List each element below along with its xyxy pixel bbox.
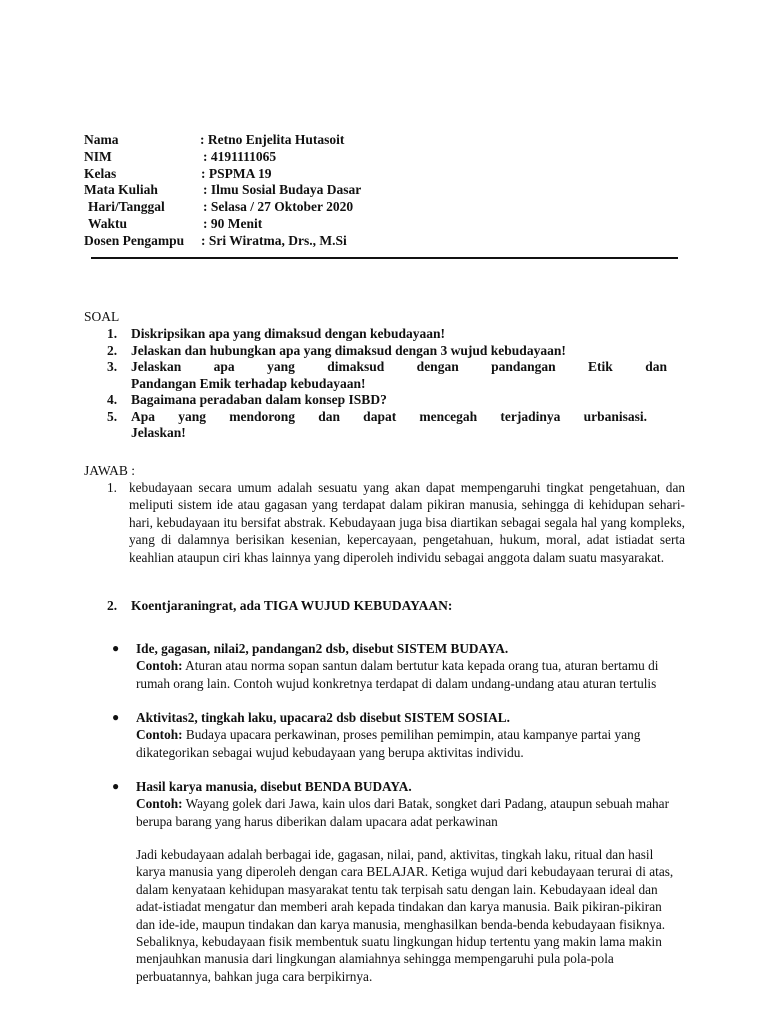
question-text-line: Apa yang mendorong dan dapat mencegah terjadinya urbanisasi.: [131, 408, 647, 424]
info-label: Waktu: [88, 215, 128, 231]
question-list: [107, 326, 667, 442]
answer-2-heading: [107, 598, 452, 614]
question-text-line: Jelaskan apa yang dimaksud dengan pandangan Etik dan: [131, 359, 667, 374]
bullet-icon: ●: [112, 779, 120, 793]
example-label: Contoh:: [136, 727, 183, 743]
summary-paragraph: Jadi kebudayaan adalah berbagai ide, gagasan, nilai, pand, aktivitas, tingkah laku, ritual dan hasil karya manusia yang diperoleh dengan cara BELAJAR. Ketiga wujud dari kebudayaan terurai di atas, dalam kenyataan kehidupan masyarakat tentu tak terpisah satu dengan lain. Kebudayaan ideal dan adat-istiadat mengatur dan memberi arah kepada tindakan dan karya manusia. Baik pikiran-pikiran dan ide-ide, maupun tindakan dan karya manusia, menghasilkan benda-benda kebudayaan fisiknya. Sebaliknya, kebudayaan fisik membentuk suatu lingkungan hidup tertentu yang makin lama makin menjauhkan manusia dari lingkungan alamiahnya sehingga mempengaruhi pula pola-pola perbuatannya, bahkan juga cara berpikirnya.: [136, 847, 674, 984]
info-value: : Selasa / 27 Oktober 2020: [203, 199, 354, 215]
question-text: [131, 409, 667, 442]
bullet-body: [136, 657, 672, 692]
soal-heading: SOAL: [84, 309, 120, 324]
example-label: Contoh:: [136, 796, 183, 812]
info-value: : Sri Wiratma, Drs., M.Si: [201, 232, 347, 248]
question-item: [107, 326, 667, 343]
bullet-body: [136, 795, 672, 830]
question-item: [107, 359, 667, 392]
info-value: : Ilmu Sosial Budaya Dasar: [203, 182, 362, 198]
question-item: [107, 343, 667, 360]
question-item: [107, 392, 667, 409]
info-label: Nama: [84, 132, 119, 147]
question-number: 4.: [107, 392, 118, 407]
info-value: : 4191111065: [203, 148, 277, 164]
question-text: Bagaimana peradaban dalam konsep ISBD?: [131, 392, 387, 407]
example-text: Aturan atau norma sopan santun dalam bertutur kata kepada orang tua, aturan bertamu di rumah orang lain. Contoh wujud konkretnya terdapat di dalam undang-undang atau aturan tertulis: [136, 658, 659, 691]
info-label: Kelas: [84, 165, 117, 181]
divider-line: [91, 257, 678, 259]
question-text: Diskripsikan apa yang dimaksud dengan kebudayaan!: [131, 326, 446, 341]
answer-1: [107, 479, 685, 566]
bullet-heading: Aktivitas2, tingkah laku, upacara2 dsb disebut SISTEM SOSIAL.: [136, 710, 510, 725]
bullet-item: [112, 640, 672, 692]
answer-number: 2.: [107, 598, 118, 613]
example-text: Budaya upacara perkawinan, proses pemilihan pemimpin, atau kampanye partai yang dikategorikan sebagai wujud kebudayaan yang berupa aktivitas individu.: [136, 727, 641, 760]
bullet-item: [112, 778, 672, 830]
question-text-line: Jelaskan!: [131, 425, 186, 440]
info-label: Mata Kuliah: [84, 182, 158, 198]
bullet-item: [112, 709, 672, 761]
question-item: [107, 409, 667, 442]
question-number: 3.: [107, 359, 118, 374]
question-number: 5.: [107, 408, 118, 424]
info-label: Hari/Tanggal: [88, 199, 165, 215]
question-text: [131, 359, 667, 392]
bullet-heading: Ide, gagasan, nilai2, pandangan2 dsb, disebut SISTEM BUDAYA.: [136, 641, 509, 656]
answer-number: 1.: [107, 480, 117, 495]
example-label: Contoh:: [136, 658, 183, 674]
question-text-line: Pandangan Emik terhadap kebudayaan!: [131, 375, 366, 391]
info-label: NIM: [84, 148, 112, 164]
question-text: Jelaskan dan hubungkan apa yang dimaksud dengan 3 wujud kebudayaan!: [131, 342, 566, 358]
bullet-body: [136, 726, 672, 761]
info-label: Dosen Pengampu: [84, 232, 185, 248]
question-number: 2.: [107, 342, 118, 358]
bullet-icon: ●: [112, 710, 120, 724]
answer-text: kebudayaan secara umum adalah sesuatu yang akan dapat mempengaruhi tingkat pengetahuan, dan meliputi sistem ide atau gagasan yang terdapat dalam pikiran manusia, sehingga di kehidupan sehari-hari, kebudayaan itu bersifat abstrak. Kebudayaan juga bisa diartikan sebagai segala hal yang kompleks, yang di dalamnya berisikan kesenian, kepercayaan, pengetahuan, hukum, moral, adat istiadat serta keahlian ataupun ciri khas lainnya yang diperoleh individu sebagai anggota dalam suatu masyarakat.: [129, 480, 685, 565]
bullet-icon: ●: [112, 641, 120, 655]
example-text: Wayang golek dari Jawa, kain ulos dari Batak, songket dari Padang, ataupun sebuah mahar berupa barang yang harus diberikan dalam upacara adat perkawinan: [136, 796, 670, 829]
question-number: 1.: [107, 326, 118, 341]
jawab-heading: JAWAB :: [84, 463, 136, 478]
bullet-heading: Hasil karya manusia, disebut BENDA BUDAYA.: [136, 779, 412, 794]
info-value: : 90 Menit: [203, 215, 263, 231]
answer-heading-text: Koentjaraningrat, ada TIGA WUJUD KEBUDAYAAN:: [131, 598, 453, 613]
info-value: : Retno Enjelita Hutasoit: [200, 132, 345, 147]
info-value: : PSPMA 19: [201, 165, 272, 181]
